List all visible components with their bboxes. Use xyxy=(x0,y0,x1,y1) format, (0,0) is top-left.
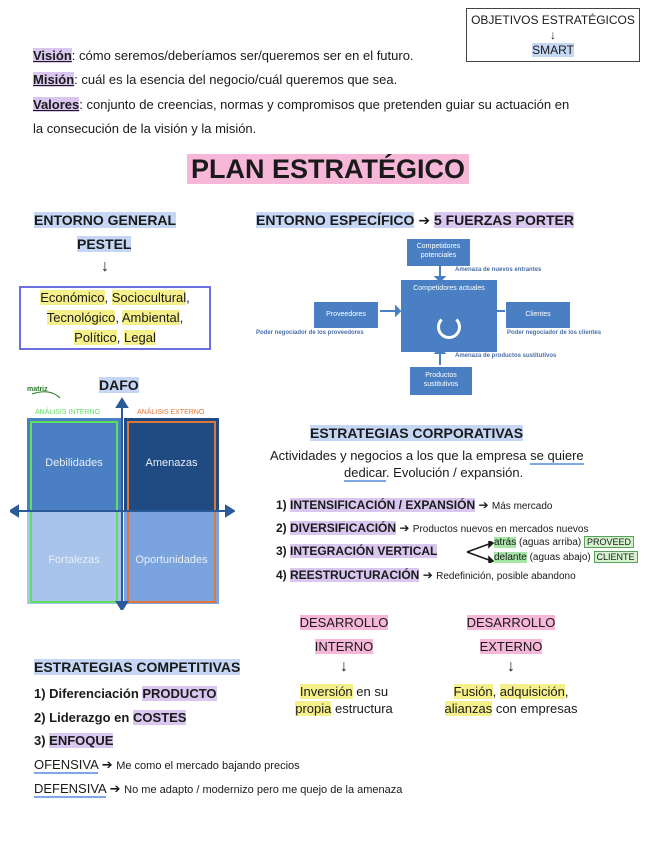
dafo-matrix xyxy=(10,380,235,610)
corporate-item-note: Productos nuevos en mercados nuevos xyxy=(412,524,589,535)
internal-dev-desc-2: propia estructura xyxy=(295,701,393,716)
defensive-text: No me adapto / modernizo pero me quejo de la amenaza xyxy=(124,784,403,796)
vision-term: Visión xyxy=(33,48,72,63)
corporate-title: ESTRATEGIAS CORPORATIVAS xyxy=(310,425,524,441)
pestel-item: Tecnológico xyxy=(46,310,116,325)
pestel-item: Sociocultural xyxy=(111,290,187,305)
offensive-text: Me como el mercado bajando precios xyxy=(116,760,300,772)
pestel-label: PESTEL xyxy=(77,236,132,252)
branch-arrow-icon xyxy=(465,541,495,563)
vision-text: : cómo seremos/deberíamos ser/queremos ser en el futuro. xyxy=(71,48,414,63)
objectives-box xyxy=(466,8,640,62)
corporate-item-note: Redefinición, posible abandono xyxy=(436,571,576,582)
back-word: atrás xyxy=(494,537,517,548)
client-tag: CLIENTE xyxy=(594,551,638,563)
internal-dev-title-1: DESARROLLO xyxy=(299,615,389,630)
corporate-desc-text: Actividades y negocios a los que la empresa xyxy=(270,448,531,463)
entrants-label: Amenaza de nuevos entrantes xyxy=(455,267,542,273)
suppliers-box: Proveedores xyxy=(314,302,378,328)
right-arrow-icon: ➔ xyxy=(422,568,433,582)
right-arrow-icon: ➔ xyxy=(418,212,431,228)
threats-quadrant: Amenazas xyxy=(145,457,198,469)
pestel-item: Legal xyxy=(124,330,156,345)
corporate-item: 3) INTEGRACIÓN VERTICAL xyxy=(276,544,438,558)
corporate-item-name: REESTRUCTURACIÓN xyxy=(290,568,420,582)
objectives-title: OBJETIVOS ESTRATÉGICOS xyxy=(471,13,635,27)
competitive-item: 1) Diferenciación PRODUCTO xyxy=(34,686,217,701)
offensive-line xyxy=(34,756,300,775)
pestel-item: Político xyxy=(74,330,117,345)
corporate-desc-1 xyxy=(270,447,584,464)
down-arrow-icon: ↓ xyxy=(340,658,348,675)
porter-label: 5 FUERZAS PORTER xyxy=(433,212,574,228)
client-power-label: Poder negociador de los clientes xyxy=(507,330,602,336)
vision-line xyxy=(33,47,414,64)
opportunities-quadrant: Oportunidades xyxy=(135,554,208,566)
specific-heading xyxy=(256,212,574,229)
corporate-desc-text: . Evolución / expansión. xyxy=(385,465,524,480)
vertical-back: atrás (aguas arriba) PROVEED xyxy=(494,536,634,549)
down-arrow-icon: ↓ xyxy=(550,28,556,42)
substitutes-threat-label: Amenaza de productos sustitutivos xyxy=(455,353,557,359)
smart-label: SMART xyxy=(532,43,574,57)
corporate-item-name: INTEGRACIÓN VERTICAL xyxy=(290,544,438,558)
right-arrow-icon: ➔ xyxy=(399,521,410,535)
right-arrow-icon: ➔ xyxy=(101,757,113,772)
strengths-quadrant: Fortalezas xyxy=(48,554,100,566)
competitive-item: 3) ENFOQUE xyxy=(34,733,114,748)
defensive-line xyxy=(34,780,402,799)
supplier-tag: PROVEED xyxy=(584,536,634,548)
down-arrow-icon: ↓ xyxy=(507,658,515,675)
valores-line xyxy=(33,96,569,113)
corporate-desc-underline: se quiere xyxy=(530,448,584,463)
substitutes-box: Productos sustitutivos xyxy=(410,367,472,395)
valores-term: Valores xyxy=(33,97,80,112)
front-word: delante xyxy=(494,552,527,563)
internal-dev-desc-1: Inversión en su xyxy=(299,684,389,699)
mision-line xyxy=(33,71,397,88)
general-title: ENTORNO GENERAL xyxy=(34,212,177,228)
valores-text-2: la consecución de la visión y la misión. xyxy=(33,121,257,136)
potential-competitors-box: Competidores potenciales xyxy=(407,239,470,266)
right-arrow-icon: ➔ xyxy=(478,498,489,512)
valores-text-1: : conjunto de creencias, normas y compromisos que pretenden guiar su actuación en xyxy=(79,97,570,112)
corporate-item: 1) INTENSIFICACIÓN / EXPANSIÓN ➔ Más mercado xyxy=(276,498,553,512)
corporate-desc-underline: dedicar xyxy=(344,465,386,480)
clients-box: Clientes xyxy=(506,302,570,328)
pestel-item: Económico xyxy=(40,290,105,305)
corporate-item-name: INTENSIFICACIÓN / EXPANSIÓN xyxy=(290,498,476,512)
external-dev-desc-1: Fusión, adquisición, xyxy=(453,684,569,699)
internal-label: ANÁLISIS INTERNO xyxy=(35,409,100,416)
corporate-desc-2 xyxy=(344,464,523,481)
defensive-term: DEFENSIVA xyxy=(34,781,107,796)
competitive-item: 2) Liderazgo en COSTES xyxy=(34,710,187,725)
mision-term: Misión xyxy=(33,72,75,87)
external-label: ANÁLISIS EXTERNO xyxy=(137,409,205,416)
external-dev-title-2: EXTERNO xyxy=(479,639,543,654)
competitive-title: ESTRATEGIAS COMPETITIVAS xyxy=(34,659,241,675)
porter-arrows xyxy=(300,255,600,375)
vertical-front: delante (aguas abajo) CLIENTE xyxy=(494,551,638,564)
pestel-item: Ambiental xyxy=(121,310,180,325)
offensive-term: OFENSIVA xyxy=(34,757,99,772)
internal-dev-title-2: INTERNO xyxy=(314,639,374,654)
specific-title: ENTORNO ESPECÍFICO xyxy=(256,212,415,228)
supplier-power-label: Poder negociador de los proveedores xyxy=(256,330,364,336)
dafo-title: DAFO xyxy=(99,377,139,393)
corporate-item-name: DIVERSIFICACIÓN xyxy=(290,521,397,535)
corporate-item: 4) REESTRUCTURACIÓN ➔ Redefinición, posible abandono xyxy=(276,568,576,582)
corporate-item-note: Más mercado xyxy=(491,501,553,512)
right-arrow-icon: ➔ xyxy=(109,781,121,796)
external-dev-desc-2: alianzas con empresas xyxy=(444,701,578,716)
mision-text: : cuál es la esencia del negocio/cuál queremos que sea. xyxy=(74,72,398,87)
matriz-note: matriz xyxy=(27,386,48,393)
actual-competitors-label: Competidores actuales xyxy=(413,285,485,292)
external-dev-title-1: DESARROLLO xyxy=(466,615,556,630)
weaknesses-quadrant: Debilidades xyxy=(45,457,103,469)
corporate-item: 2) DIVERSIFICACIÓN ➔ Productos nuevos en mercados nuevos xyxy=(276,521,589,535)
down-arrow-icon: ↓ xyxy=(101,258,109,275)
pestel-box: Económico, Sociocultural, Tecnológico, Ambiental, Político, Legal xyxy=(19,286,211,350)
page-title: PLAN ESTRATÉGICO xyxy=(187,154,469,184)
